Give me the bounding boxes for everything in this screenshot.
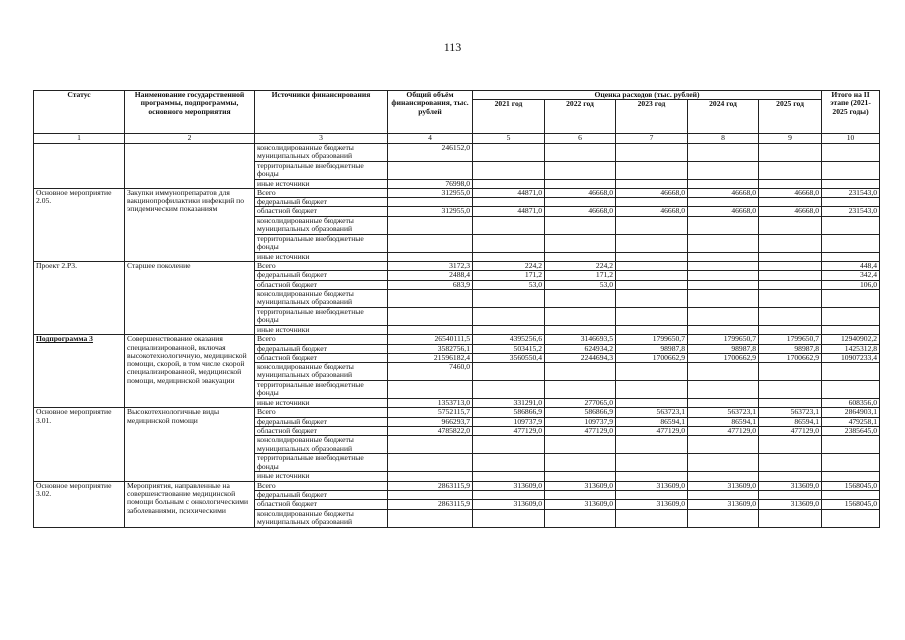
column-number: 4	[388, 134, 473, 143]
column-number: 7	[616, 134, 688, 143]
year-value-cell	[688, 252, 759, 261]
total-cell: 3582756,1	[388, 344, 473, 353]
total-cell: 246152,0	[388, 143, 473, 161]
year-value-cell	[473, 216, 545, 234]
stage-total-cell	[822, 307, 880, 325]
year-value-cell: 3560550,4	[473, 353, 545, 362]
year-value-cell	[688, 280, 759, 289]
year-value-cell	[473, 161, 545, 179]
year-value-cell: 53,0	[473, 280, 545, 289]
year-value-cell	[473, 472, 545, 481]
name-cell: Закупки иммунопрепаратов для вакцинопрофилактики инфекций по эпидемическим показаниям	[125, 188, 255, 261]
year-value-cell: 331291,0	[473, 399, 545, 408]
year-value-cell: 3146693,5	[545, 335, 616, 344]
source-cell: Всего	[255, 188, 388, 197]
year-value-cell	[473, 143, 545, 161]
total-cell	[388, 454, 473, 472]
source-cell: федеральный бюджет	[255, 198, 388, 207]
stage-total-cell	[822, 490, 880, 499]
year-value-cell: 1799650,7	[616, 335, 688, 344]
table-row	[34, 408, 880, 417]
year-value-cell: 86594,1	[759, 417, 822, 426]
source-cell: Всего	[255, 481, 388, 490]
total-cell: 2488,4	[388, 271, 473, 280]
year-value-cell	[688, 454, 759, 472]
year-value-cell	[759, 252, 822, 261]
year-value-cell: 503415,2	[473, 344, 545, 353]
year-value-cell: 277065,0	[545, 399, 616, 408]
year-value-cell	[545, 436, 616, 454]
year-value-cell	[473, 454, 545, 472]
source-cell: консолидированные бюджеты муниципальных образований	[255, 436, 388, 454]
year-value-cell	[473, 252, 545, 261]
source-cell: территориальные внебюджетные фонды	[255, 454, 388, 472]
total-cell: 683,9	[388, 280, 473, 289]
year-value-cell	[688, 472, 759, 481]
stage-total-cell: 342,4	[822, 271, 880, 280]
year-value-cell	[616, 216, 688, 234]
year-value-cell: 2244694,3	[545, 353, 616, 362]
year-value-cell	[545, 216, 616, 234]
column-number: 8	[688, 134, 759, 143]
year-value-cell	[545, 363, 616, 381]
year-value-cell	[688, 262, 759, 271]
stage-total-cell: 2864903,1	[822, 408, 880, 417]
status-cell: Основное мероприятие 2.05.	[34, 188, 125, 261]
year-value-cell	[688, 490, 759, 499]
year-value-cell	[688, 325, 759, 334]
year-value-cell	[473, 490, 545, 499]
year-value-cell	[616, 436, 688, 454]
header-year: 2024 год	[688, 100, 759, 134]
source-cell: федеральный бюджет	[255, 344, 388, 353]
year-value-cell	[473, 325, 545, 334]
year-value-cell: 171,2	[545, 271, 616, 280]
page-number: 113	[443, 40, 462, 54]
year-value-cell	[473, 509, 545, 527]
source-cell: консолидированные бюджеты муниципальных образований	[255, 143, 388, 161]
year-value-cell: 563723,1	[688, 408, 759, 417]
year-value-cell	[616, 509, 688, 527]
year-value-cell	[545, 307, 616, 325]
year-value-cell	[759, 363, 822, 381]
total-cell: 3172,3	[388, 262, 473, 271]
year-value-cell	[616, 490, 688, 499]
table-row	[34, 335, 880, 344]
year-value-cell	[688, 161, 759, 179]
source-cell: иные источники	[255, 399, 388, 408]
year-value-cell: 313609,0	[473, 481, 545, 490]
year-value-cell: 313609,0	[545, 481, 616, 490]
year-value-cell	[473, 363, 545, 381]
total-cell: 21596182,4	[388, 353, 473, 362]
stage-total-cell	[822, 363, 880, 381]
year-value-cell: 46668,0	[545, 207, 616, 216]
table-row	[34, 481, 880, 490]
year-value-cell	[759, 325, 822, 334]
source-cell: Всего	[255, 262, 388, 271]
year-value-cell	[545, 252, 616, 261]
table-row	[34, 262, 880, 271]
year-value-cell	[759, 198, 822, 207]
total-cell: 5752115,7	[388, 408, 473, 417]
year-value-cell: 46668,0	[616, 188, 688, 197]
stage-total-cell: 1568045,0	[822, 481, 880, 490]
total-cell: 2863115,9	[388, 481, 473, 490]
year-value-cell	[688, 436, 759, 454]
total-cell: 76998,0	[388, 179, 473, 188]
year-value-cell	[759, 216, 822, 234]
total-cell	[388, 325, 473, 334]
stage-total-cell: 231543,0	[822, 188, 880, 197]
status-cell	[34, 143, 125, 188]
year-value-cell	[688, 289, 759, 307]
year-value-cell: 98987,8	[759, 344, 822, 353]
year-value-cell	[759, 381, 822, 399]
total-cell	[388, 490, 473, 499]
source-cell: консолидированные бюджеты муниципальных образований	[255, 216, 388, 234]
header-name: Наименование государственной программы, подпрограммы, основного мероприятия	[125, 91, 255, 134]
table-row	[34, 143, 880, 161]
source-cell: областной бюджет	[255, 207, 388, 216]
year-value-cell	[688, 271, 759, 280]
header-source: Источники финансирования	[255, 91, 388, 134]
year-value-cell: 98987,8	[688, 344, 759, 353]
header-year: 2022 год	[545, 100, 616, 134]
year-value-cell	[759, 399, 822, 408]
year-value-cell	[616, 472, 688, 481]
year-value-cell	[545, 472, 616, 481]
year-value-cell: 46668,0	[545, 188, 616, 197]
header-estimate: Оценка расходов (тыс. рублей)	[473, 91, 822, 100]
table-body	[34, 143, 880, 527]
year-value-cell	[759, 472, 822, 481]
year-value-cell: 563723,1	[616, 408, 688, 417]
year-value-cell: 477129,0	[473, 427, 545, 436]
source-cell: областной бюджет	[255, 353, 388, 362]
source-cell: территориальные внебюджетные фонды	[255, 161, 388, 179]
source-cell: областной бюджет	[255, 500, 388, 509]
year-value-cell: 171,2	[473, 271, 545, 280]
year-value-cell	[616, 198, 688, 207]
year-value-cell: 46668,0	[616, 207, 688, 216]
stage-total-cell	[822, 252, 880, 261]
year-value-cell	[759, 262, 822, 271]
year-value-cell: 46668,0	[759, 207, 822, 216]
total-cell	[388, 472, 473, 481]
year-value-cell: 109737,9	[545, 417, 616, 426]
total-cell	[388, 436, 473, 454]
year-value-cell: 313609,0	[616, 481, 688, 490]
year-value-cell: 4395256,6	[473, 335, 545, 344]
name-cell: Совершенствование оказания специализированной, включая высокотехнологичную, медицинской помощи, скорой, в том числе скорой специализированной, медицинской помощи, медицинской эвакуации	[125, 335, 255, 408]
year-value-cell: 1700662,9	[688, 353, 759, 362]
year-value-cell: 313609,0	[759, 500, 822, 509]
source-cell: консолидированные бюджеты муниципальных образований	[255, 289, 388, 307]
year-value-cell	[616, 280, 688, 289]
stage-total-cell: 231543,0	[822, 207, 880, 216]
year-value-cell	[688, 179, 759, 188]
total-cell: 1353713,0	[388, 399, 473, 408]
year-value-cell: 46668,0	[688, 188, 759, 197]
year-value-cell	[759, 280, 822, 289]
stage-total-cell: 608356,0	[822, 399, 880, 408]
stage-total-cell	[822, 454, 880, 472]
stage-total-cell: 12940902,2	[822, 335, 880, 344]
total-cell: 312955,0	[388, 188, 473, 197]
year-value-cell	[545, 454, 616, 472]
total-cell: 966293,7	[388, 417, 473, 426]
stage-total-cell	[822, 179, 880, 188]
name-cell: Высокотехнологичные виды медицинской помощи	[125, 408, 255, 481]
column-number: 1	[34, 134, 125, 143]
year-value-cell: 1799650,7	[759, 335, 822, 344]
year-value-cell	[616, 271, 688, 280]
year-value-cell	[473, 198, 545, 207]
year-value-cell	[545, 179, 616, 188]
year-value-cell	[545, 143, 616, 161]
total-cell: 26540111,5	[388, 335, 473, 344]
year-value-cell	[473, 289, 545, 307]
status-cell: Основное мероприятие 3.01.	[34, 408, 125, 481]
source-cell: территориальные внебюджетные фонды	[255, 234, 388, 252]
table-row	[34, 188, 880, 197]
year-value-cell	[616, 179, 688, 188]
total-cell	[388, 234, 473, 252]
year-value-cell	[688, 216, 759, 234]
name-cell: Старшее поколение	[125, 262, 255, 335]
total-cell	[388, 252, 473, 261]
year-value-cell	[688, 381, 759, 399]
total-cell	[388, 198, 473, 207]
year-value-cell: 313609,0	[473, 500, 545, 509]
year-value-cell: 46668,0	[688, 207, 759, 216]
year-value-cell	[688, 143, 759, 161]
total-cell	[388, 381, 473, 399]
column-number: 5	[473, 134, 545, 143]
year-value-cell: 313609,0	[759, 481, 822, 490]
year-value-cell: 477129,0	[688, 427, 759, 436]
year-value-cell	[759, 436, 822, 454]
stage-total-cell	[822, 472, 880, 481]
total-cell	[388, 509, 473, 527]
source-cell: иные источники	[255, 252, 388, 261]
year-value-cell	[759, 490, 822, 499]
source-cell: федеральный бюджет	[255, 490, 388, 499]
year-value-cell: 313609,0	[545, 500, 616, 509]
stage-total-cell: 106,0	[822, 280, 880, 289]
stage-total-cell: 10907233,4	[822, 353, 880, 362]
source-cell: иные источники	[255, 325, 388, 334]
year-value-cell	[545, 509, 616, 527]
year-value-cell	[616, 363, 688, 381]
year-value-cell	[545, 490, 616, 499]
stage-total-cell: 2385645,0	[822, 427, 880, 436]
year-value-cell	[616, 161, 688, 179]
source-cell: федеральный бюджет	[255, 271, 388, 280]
total-cell: 2863115,9	[388, 500, 473, 509]
year-value-cell: 624934,2	[545, 344, 616, 353]
year-value-cell: 86594,1	[616, 417, 688, 426]
year-value-cell	[759, 161, 822, 179]
header-stage-total: Итого на II этапе (2021-2025 годы)	[822, 91, 880, 134]
year-value-cell	[616, 399, 688, 408]
year-value-cell	[616, 325, 688, 334]
year-value-cell: 224,2	[473, 262, 545, 271]
source-cell: областной бюджет	[255, 280, 388, 289]
total-cell	[388, 289, 473, 307]
year-value-cell	[473, 307, 545, 325]
status-cell: Проект 2.Р3.	[34, 262, 125, 335]
source-cell: Всего	[255, 335, 388, 344]
year-value-cell	[759, 234, 822, 252]
stage-total-cell: 1425312,8	[822, 344, 880, 353]
year-value-cell: 224,2	[545, 262, 616, 271]
financing-table	[33, 90, 880, 528]
header-total: Общий объём финансирования, тыс. рублей	[388, 91, 473, 134]
year-value-cell	[545, 198, 616, 207]
year-value-cell	[759, 509, 822, 527]
year-value-cell	[759, 143, 822, 161]
year-value-cell	[473, 179, 545, 188]
year-value-cell: 313609,0	[616, 500, 688, 509]
year-value-cell: 477129,0	[545, 427, 616, 436]
stage-total-cell	[822, 216, 880, 234]
year-value-cell: 44871,0	[473, 207, 545, 216]
stage-total-cell	[822, 143, 880, 161]
stage-total-cell	[822, 198, 880, 207]
year-value-cell: 586866,9	[545, 408, 616, 417]
source-cell: консолидированные бюджеты муниципальных образований	[255, 363, 388, 381]
year-value-cell	[616, 143, 688, 161]
source-cell: территориальные внебюджетные фонды	[255, 381, 388, 399]
year-value-cell	[688, 234, 759, 252]
stage-total-cell	[822, 509, 880, 527]
total-cell: 7460,0	[388, 363, 473, 381]
header-year: 2025 год	[759, 100, 822, 134]
source-cell: Всего	[255, 408, 388, 417]
year-value-cell: 313609,0	[688, 481, 759, 490]
year-value-cell	[759, 271, 822, 280]
year-value-cell	[545, 325, 616, 334]
year-value-cell: 53,0	[545, 280, 616, 289]
stage-total-cell	[822, 234, 880, 252]
status-cell: Основное мероприятие 3.02.	[34, 481, 125, 527]
header-status: Статус	[34, 91, 125, 134]
stage-total-cell: 1568045,0	[822, 500, 880, 509]
year-value-cell	[688, 198, 759, 207]
year-value-cell: 44871,0	[473, 188, 545, 197]
header-year: 2021 год	[473, 100, 545, 134]
year-value-cell	[545, 289, 616, 307]
year-value-cell: 86594,1	[688, 417, 759, 426]
year-value-cell	[473, 436, 545, 454]
year-value-cell: 586866,9	[473, 408, 545, 417]
year-value-cell	[616, 289, 688, 307]
year-value-cell: 563723,1	[759, 408, 822, 417]
source-cell: областной бюджет	[255, 427, 388, 436]
stage-total-cell	[822, 325, 880, 334]
year-value-cell	[616, 381, 688, 399]
stage-total-cell: 448,4	[822, 262, 880, 271]
year-value-cell: 1700662,9	[616, 353, 688, 362]
stage-total-cell	[822, 436, 880, 454]
year-value-cell: 98987,8	[616, 344, 688, 353]
year-value-cell	[545, 234, 616, 252]
year-value-cell	[759, 289, 822, 307]
year-value-cell	[616, 262, 688, 271]
year-value-cell	[759, 179, 822, 188]
column-number: 3	[255, 134, 388, 143]
year-value-cell	[759, 307, 822, 325]
year-value-cell	[688, 363, 759, 381]
year-value-cell	[545, 381, 616, 399]
year-value-cell: 477129,0	[759, 427, 822, 436]
year-value-cell: 313609,0	[688, 500, 759, 509]
source-cell: иные источники	[255, 179, 388, 188]
year-value-cell	[688, 399, 759, 408]
source-cell: консолидированные бюджеты муниципальных образований	[255, 509, 388, 527]
stage-total-cell	[822, 381, 880, 399]
stage-total-cell	[822, 161, 880, 179]
year-value-cell: 46668,0	[759, 188, 822, 197]
total-cell	[388, 216, 473, 234]
name-cell: Мероприятия, направленные на совершенствование медицинской помощи больным с онкологическими заболеваниями, психическими	[125, 481, 255, 527]
year-value-cell	[616, 234, 688, 252]
total-cell: 312955,0	[388, 207, 473, 216]
year-value-cell	[759, 454, 822, 472]
column-number: 2	[125, 134, 255, 143]
year-value-cell: 1799650,7	[688, 335, 759, 344]
source-cell: территориальные внебюджетные фонды	[255, 307, 388, 325]
total-cell: 4785822,0	[388, 427, 473, 436]
total-cell	[388, 161, 473, 179]
column-number: 10	[822, 134, 880, 143]
source-cell: иные источники	[255, 472, 388, 481]
year-value-cell	[688, 307, 759, 325]
year-value-cell	[688, 509, 759, 527]
total-cell	[388, 307, 473, 325]
year-value-cell	[545, 161, 616, 179]
year-value-cell	[473, 234, 545, 252]
year-value-cell	[616, 252, 688, 261]
source-cell: федеральный бюджет	[255, 417, 388, 426]
column-number: 6	[545, 134, 616, 143]
status-cell: Подпрограмма 3	[34, 335, 125, 408]
year-value-cell	[616, 454, 688, 472]
column-number: 9	[759, 134, 822, 143]
stage-total-cell: 479258,1	[822, 417, 880, 426]
year-value-cell	[616, 307, 688, 325]
stage-total-cell	[822, 289, 880, 307]
header-year: 2023 год	[616, 100, 688, 134]
year-value-cell: 109737,9	[473, 417, 545, 426]
year-value-cell: 1700662,9	[759, 353, 822, 362]
year-value-cell	[473, 381, 545, 399]
year-value-cell: 477129,0	[616, 427, 688, 436]
name-cell	[125, 143, 255, 188]
